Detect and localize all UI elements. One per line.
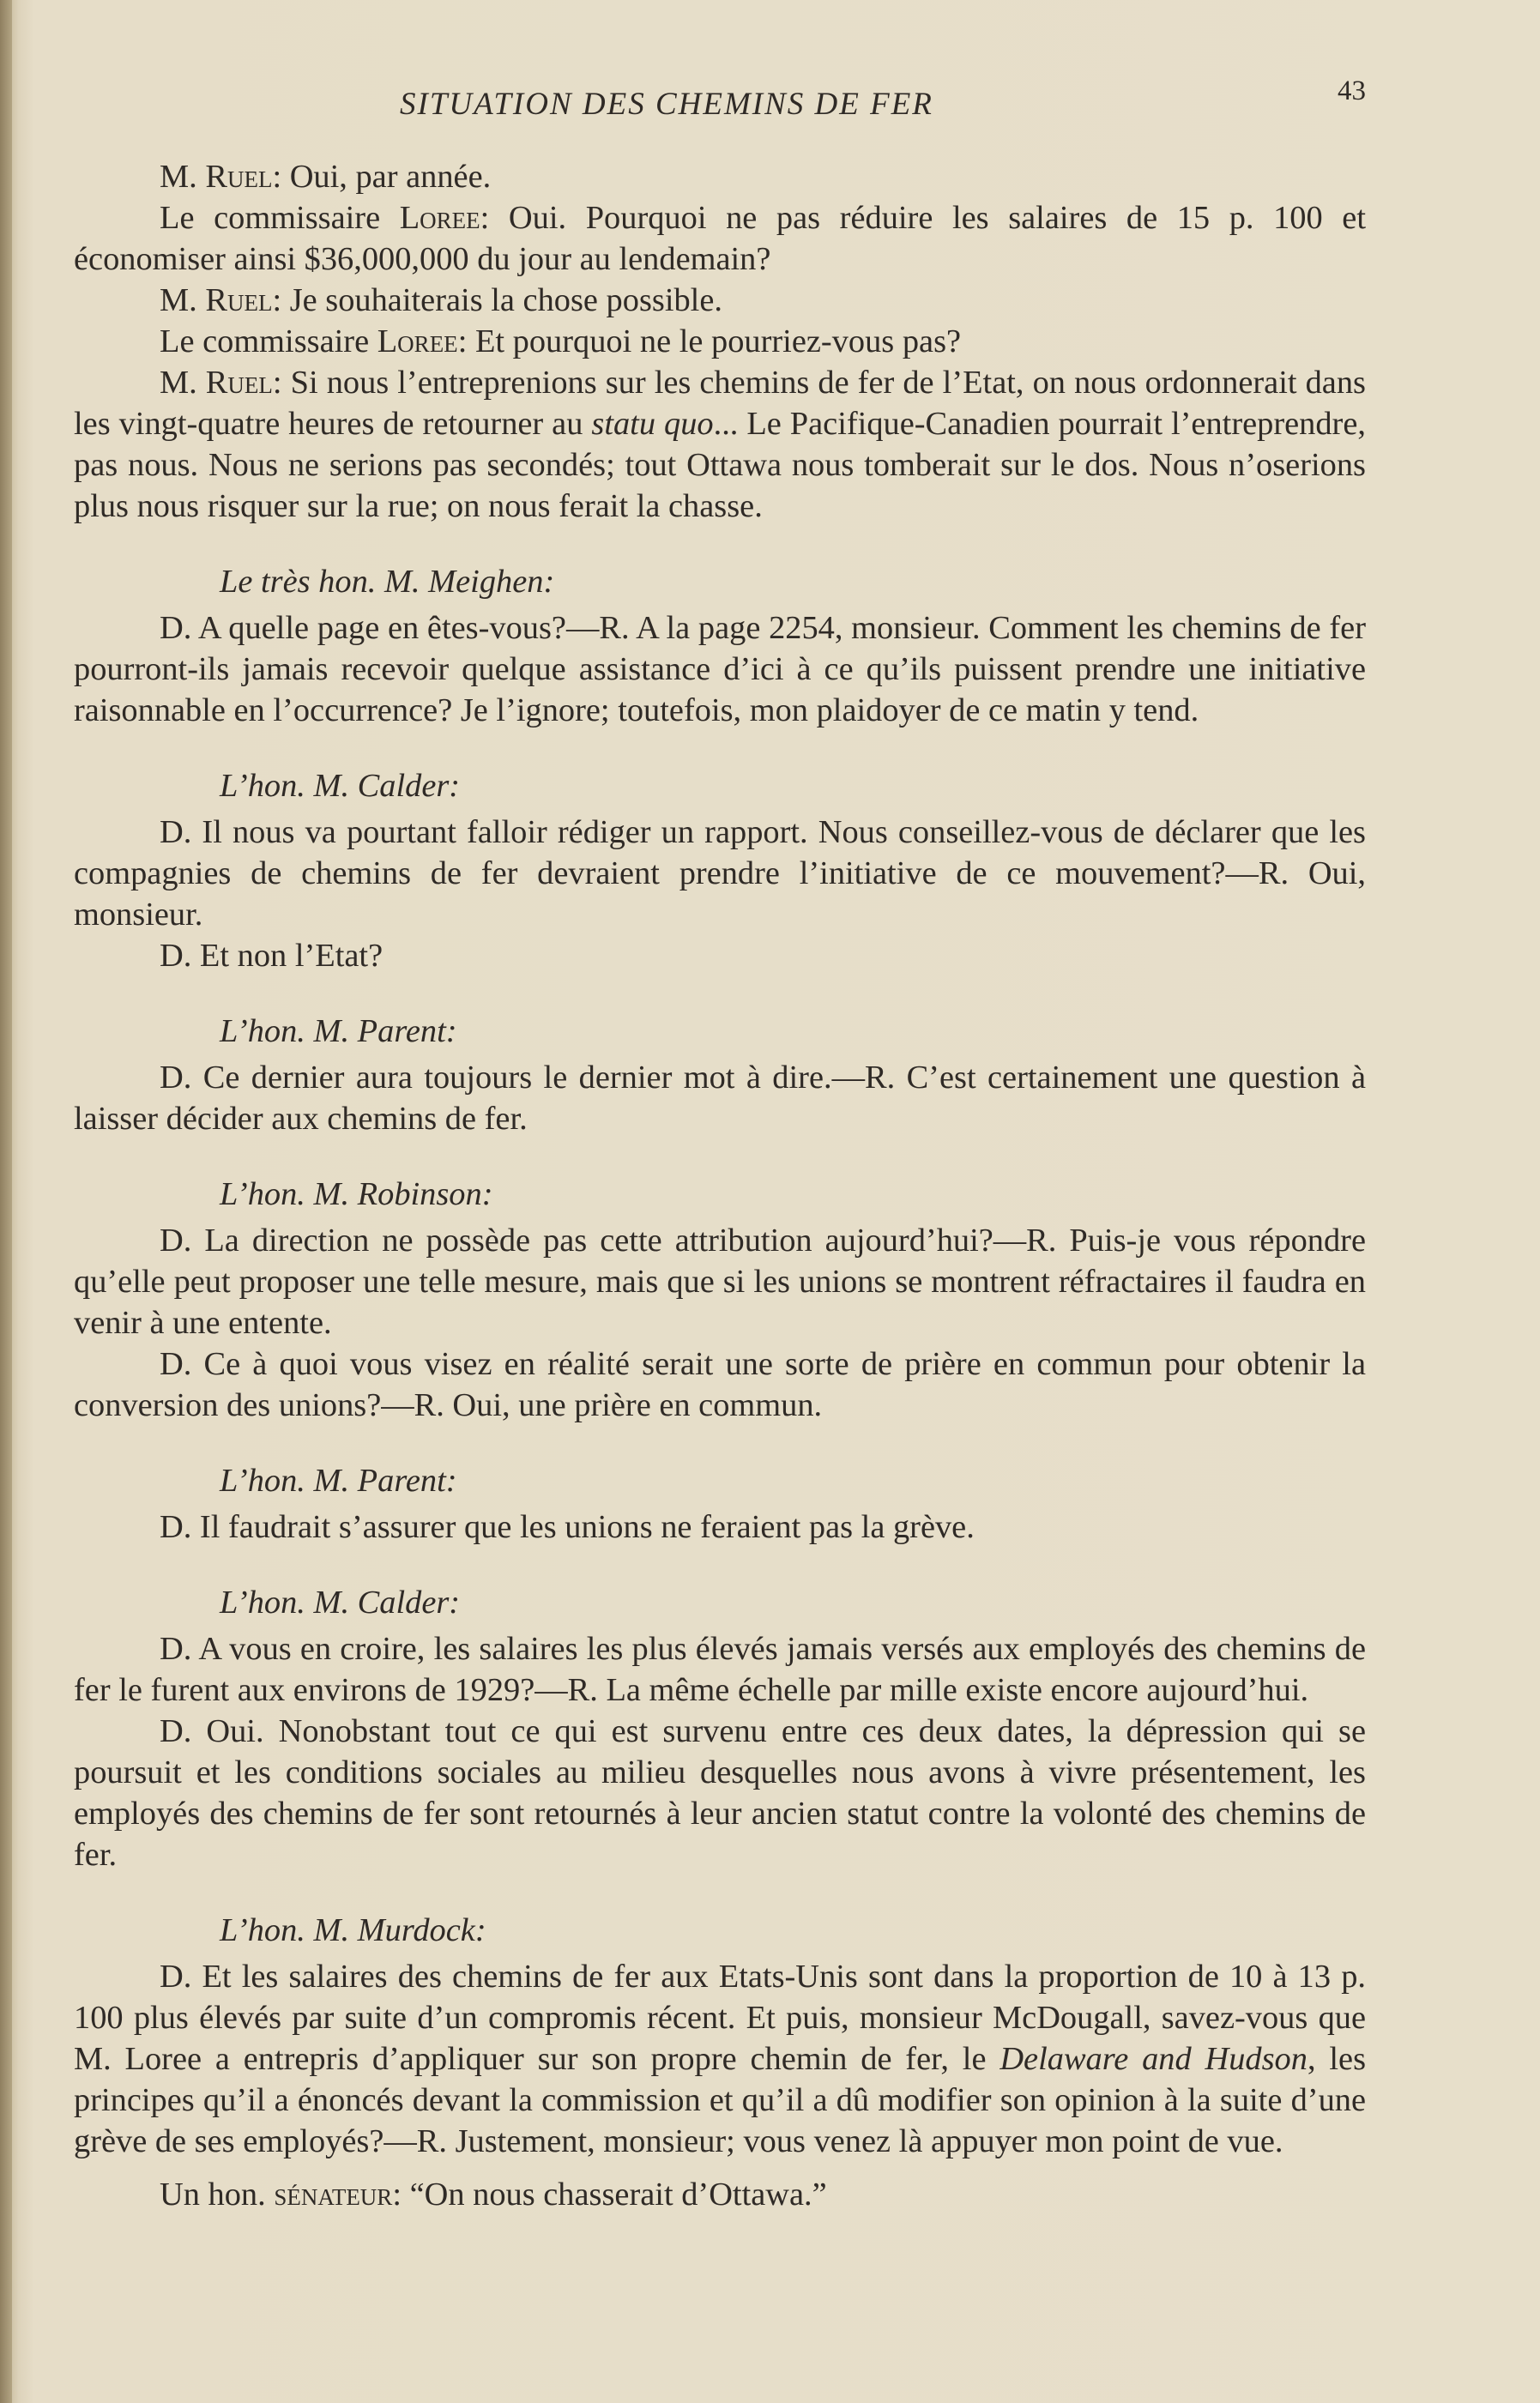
paragraph: Un hon. sénateur: “On nous chasserait d’Ottawa.” [160,2177,827,2213]
italic-term: Delaware and Hudson [999,2041,1307,2077]
speaker-heading: L’hon. M. Parent: [220,1013,457,1049]
paragraph: D. Il nous va pourtant falloir rédiger un rapport. Nous conseillez-vous de déclarer que les compagnies de chemins de fer devraient prendre l’initiative de ce mouvement?—R. Oui, monsieur. [74,814,1366,933]
page-number: 43 [1338,75,1366,106]
body-text [74,156,1366,2215]
paragraph: D. Et non l’Etat? [160,938,383,974]
speaker-heading: L’hon. M. Calder: [220,768,461,804]
speaker-heading: L’hon. M. Murdock: [220,1912,486,1948]
speaker-name: Ruel [205,365,273,401]
speaker-name: Loree [377,323,458,359]
paragraph: D. A quelle page en êtes-vous?—R. A la page 2254, monsieur. Comment les chemins de fer pourront-ils jamais recevoir quelque assistance d’ici à ce qu’ils puissent prendre une initiative raisonnable en l’occurrence? Je l’ignore; toutefois, mon plaidoyer de ce matin y tend. [74,610,1366,728]
paragraph: M. Ruel: Je souhaiterais la chose possible. [160,282,722,318]
paragraph: M. Ruel: Oui, par année. [160,159,492,195]
speaker-heading: Le très hon. M. Meighen: [220,564,555,600]
running-title: SITUATION DES CHEMINS DE FER [400,87,933,122]
speaker-name: Loree [399,200,480,236]
speaker-name: Ruel [205,159,273,195]
speaker-name: sénateur [274,2177,393,2213]
paragraph: D. Ce dernier aura toujours le dernier mot à dire.—R. C’est certainement une question à laisser décider aux chemins de fer. [74,1060,1366,1137]
page-binding-edge [0,0,12,2403]
speaker-heading: L’hon. M. Parent: [220,1463,457,1499]
paragraph: D. Oui. Nonobstant tout ce qui est survenu entre ces deux dates, la dépression qui se poursuit et les conditions sociales au milieu desquelles nous avons à vivre présentement, les employés des chemins de fer sont retournés à leur ancien statut contre la volonté des chemins de fer. [74,1713,1366,1873]
running-header [74,75,1366,127]
speaker-heading: L’hon. M. Robinson: [220,1176,493,1212]
paragraph: Le commissaire Loree: Oui. Pourquoi ne pas réduire les salaires de 15 p. 100 et économiser ainsi $36,000,000 du jour au lendemain? [74,200,1366,277]
paragraph: M. Ruel: Si nous l’entreprenions sur les chemins de fer de l’Etat, on nous ordonnerait dans les vingt-quatre heures de retourner au statu quo... Le Pacifique-Canadien pourrait l’entreprendre, pas nous. Nous ne serions pas secondés; tout Ottawa nous tomberait sur le dos. Nous n’oserions plus nous risquer sur la rue; on nous ferait la chasse. [74,365,1366,524]
paragraph: D. A vous en croire, les salaires les plus élevés jamais versés aux employés des chemins de fer le furent aux environs de 1929?—R. La même échelle par mille existe encore aujourd’hui. [74,1631,1366,1708]
paragraph: D. Il faudrait s’assurer que les unions ne feraient pas la grève. [160,1509,975,1545]
speaker-heading: L’hon. M. Calder: [220,1585,461,1621]
paragraph: D. Ce à quoi vous visez en réalité serait une sorte de prière en commun pour obtenir la conversion des unions?—R. Oui, une prière en commun. [74,1346,1366,1423]
speaker-name: Ruel [205,282,273,318]
paragraph: D. Et les salaires des chemins de fer aux Etats-Unis sont dans la proportion de 10 à 13 p. 100 plus élevés par suite d’un compromis récent. Et puis, monsieur McDougall, savez-vous que M. Loree a entrepris d’appliquer sur son propre chemin de fer, le Delaware and Hudson, les principes qu’il a énoncés devant la commission et qu’il a dû modifier son opinion à la suite d’une grève de ses employés?—R. Justement, monsieur; vous venez là appuyer mon point de vue. [74,1959,1367,2159]
paragraph: Le commissaire Loree: Et pourquoi ne le pourriez-vous pas? [160,323,962,359]
italic-term: statu quo [591,406,714,442]
paragraph: D. La direction ne possède pas cette attribution aujourd’hui?—R. Puis-je vous répondre qu’elle peut proposer une telle mesure, mais que si les unions se montrent réfractaires il faudra en venir à une entente. [74,1223,1366,1341]
